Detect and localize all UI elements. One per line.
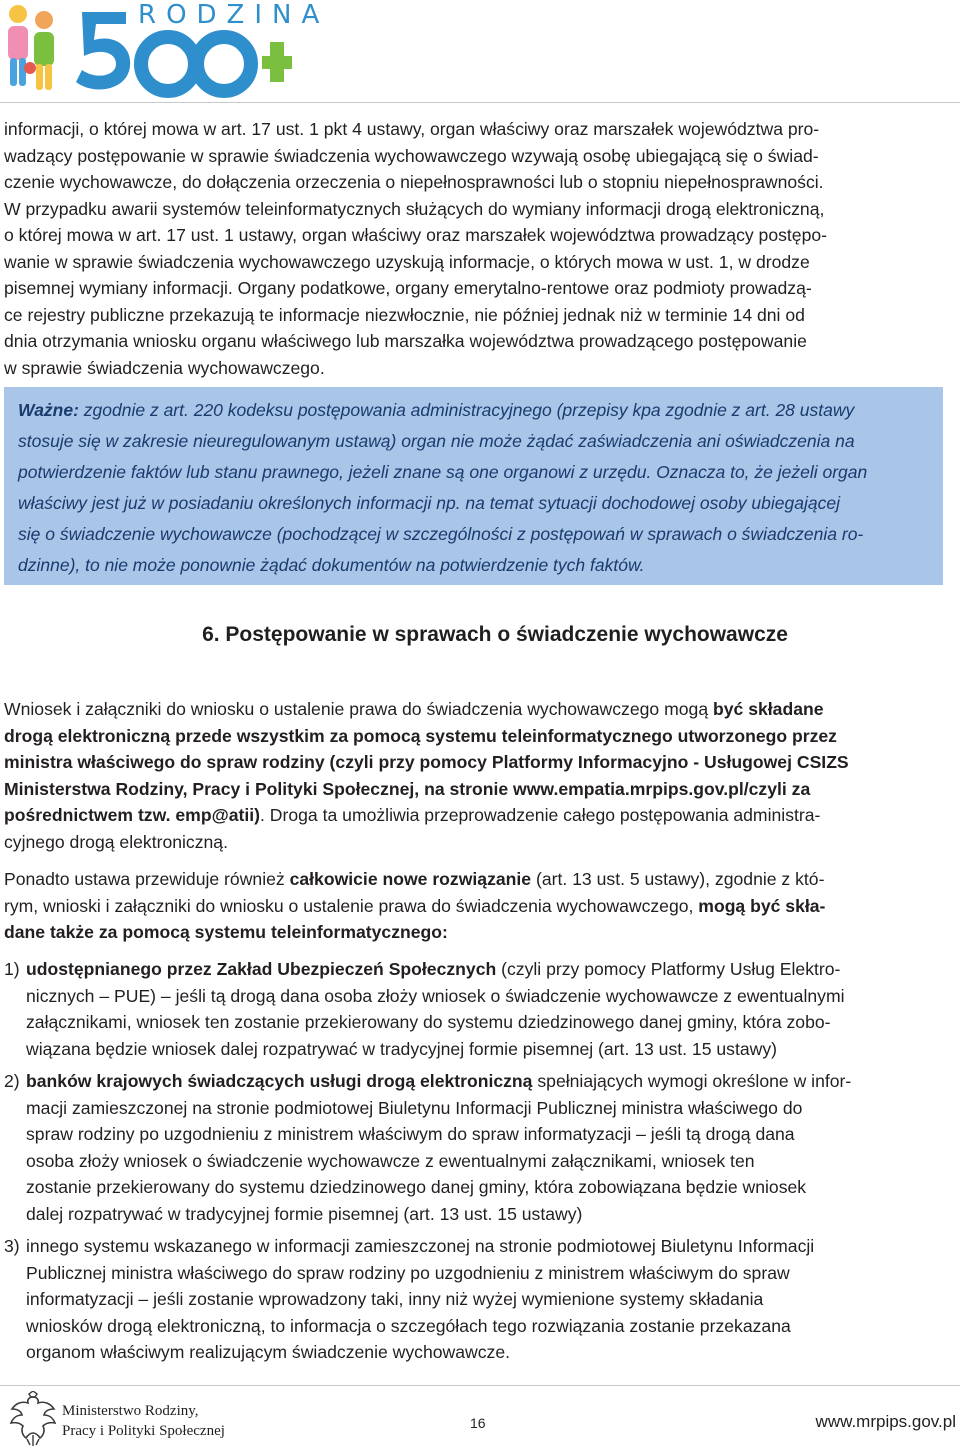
text-line: Publicznej ministra właściwego do spraw rodziny po uzgodnieniu z ministrem właściwym do spraw <box>26 1262 790 1283</box>
text-span: Wniosek i załączniki do wniosku o ustalenie prawa do świadczenia wychowawczego mogą <box>4 699 713 719</box>
text-line: cyjnego drogą elektroniczną. <box>4 831 228 852</box>
text-line <box>4 696 940 723</box>
list-item-1 <box>4 956 944 1062</box>
text-line: czenie wychowawcze, do dołączenia orzeczenia o niepełnosprawności lub o stopniu niepełnosprawności. <box>4 172 824 192</box>
text-line <box>4 866 940 893</box>
text-line: wniosków drogą elektroniczną, to informacja o szczegółach tego rozwiązania zostanie przekazana <box>26 1315 791 1336</box>
text-line <box>4 893 940 920</box>
list-item <box>4 956 944 1062</box>
text-line <box>4 802 940 829</box>
text-line: dnia otrzymania wniosku organu właściwego lub marszałka województwa prowadzącego postępowanie <box>4 331 807 351</box>
text-line: wanie w sprawie świadczenia wychowawczego uzyskują informacje, o których mowa w ust. 1, w drodze <box>4 251 810 272</box>
intro-paragraph <box>4 116 956 381</box>
note-line: właściwy jest już w posiadaniu określonych informacji np. na temat sytuacji dochodowej osoby ubiegającej <box>18 493 840 513</box>
ministry-line-1: Ministerstwo Rodziny, <box>62 1403 199 1419</box>
bold-text: drogą elektroniczną przede wszystkim za pomocą systemu teleinformatycznego utworzonego przez <box>4 725 837 746</box>
text-line: informacji, o której mowa w art. 17 ust. 1 pkt 4 ustawy, organ właściwy oraz marszałek województwa pro- <box>4 119 820 139</box>
note-text: zgodnie z art. 220 kodeksu postępowania administracyjnego (przepisy kpa zgodnie z art. 28 ustawy <box>78 400 855 420</box>
list-item <box>4 1068 944 1227</box>
note-line <box>18 395 929 426</box>
text-span: (czyli przy pomocy Platformy Usług Elektro- <box>496 959 841 979</box>
text-line: W przypadku awarii systemów teleinformatycznych służących do wymiany informacji drogą elektroniczną, <box>4 198 825 219</box>
text-line <box>4 749 940 776</box>
text-line: ce rejestry publiczne przekazują te informacje niezwłocznie, nie później jednak niż w terminie 14 dni od <box>4 304 805 325</box>
website-link[interactable]: www.mrpips.gov.pl <box>815 1412 956 1431</box>
logo-word: RODZINA <box>138 0 330 30</box>
text-line: osoba złoży wniosek o świadczenie wychowawcze z ewentualnymi załącznikami, wniosek ten <box>26 1150 755 1171</box>
list-number: 3) <box>4 1236 20 1256</box>
header-divider <box>0 102 960 103</box>
text-line: nicznych – PUE) – jeśli tą drogą dana osoba złoży wniosek o świadczenie wychowawcze z ewentualnymi <box>26 985 845 1006</box>
text-line: o której mowa w art. 17 ust. 1 ustawy, organ właściwy oraz marszałek województwa prowadzący postępo- <box>4 225 828 245</box>
bold-text: udostępnianego przez Zakład Ubezpieczeń Społecznych <box>26 959 497 979</box>
text-span: rym, wnioski i załączniki do wniosku o ustalenie prawa do świadczenia wychowawczego, <box>4 895 699 916</box>
text-line: dalej rozpatrywać w tradycyjnej formie pisemnej (art. 13 ust. 15 ustawy) <box>26 1203 583 1224</box>
bold-text: banków krajowych świadczących usługi drogą elektroniczną <box>26 1071 533 1091</box>
text-line: pisemnej wymiany informacji. Organy podatkowe, organy emerytalno-rentowe oraz podmioty prowadzą- <box>4 278 812 298</box>
family-logo-icon <box>2 0 66 100</box>
note-line: się o świadczenie wychowawcze (pochodzącej w szczególności z postępowań w sprawach o świadczenia ro- <box>18 524 864 544</box>
text-line: załącznikami, wniosek ten zostanie przekierowany do systemu dziedzinowego danej gminy, która zobo- <box>26 1012 831 1032</box>
bold-text: być składane <box>713 699 824 719</box>
text-line: w sprawie świadczenia wychowawczego. <box>4 357 325 378</box>
list-number: 1) <box>4 959 20 979</box>
text-span: Ponadto ustawa przewiduje również <box>4 869 290 889</box>
bold-text: całkowicie nowe rozwiązanie <box>289 869 532 889</box>
bold-text: Ministerstwa Rodziny, Pracy i Polityki Społecznej, na stronie www.empatia.mrpips.gov.pl/czyli za <box>4 778 811 799</box>
new-solution-paragraph <box>4 866 940 946</box>
list-item-2 <box>4 1068 944 1227</box>
text-line <box>4 776 940 803</box>
page-header <box>0 0 960 105</box>
ministry-name <box>62 1401 225 1441</box>
bold-text: pośrednictwem tzw. emp@atii) <box>4 805 261 825</box>
polish-eagle-emblem-icon <box>8 1391 58 1447</box>
text-line: wiązana będzie wniosek dalej rozpatrywać w tradycyjnej formie pisemnej (art. 13 ust. 15 ustawy) <box>26 1038 777 1059</box>
text-span: . Droga ta umożliwia przeprowadzenie całego postępowania administra- <box>260 805 821 825</box>
online-application-paragraph <box>4 696 940 855</box>
text-span: spełniających wymogi określone w infor- <box>532 1071 852 1091</box>
list-item <box>4 1233 944 1366</box>
text-line <box>4 919 940 946</box>
note-line: potwierdzenie faktów lub stanu prawnego, jeżeli znane są one organowi z urzędu. Oznacza to, że jeżeli organ <box>18 462 868 482</box>
text-line <box>26 956 944 983</box>
text-line: innego systemu wskazanego w informacji zamieszczonej na stronie podmiotowej Biuletynu Informacji <box>26 1236 815 1256</box>
note-line: stosuje się w zakresie nieuregulowanym ustawą) organ nie może żądać zaświadczenia ani oświadczenia na <box>18 431 855 451</box>
text-line: spraw rodziny po uzgodnieniu z ministrem właściwym do spraw informatyzacji – jeśli tą drogą dana <box>26 1124 795 1144</box>
list-item-3 <box>4 1233 944 1366</box>
note-line: dzinne), to nie może ponownie żądać dokumentów na potwierdzenie tych faktów. <box>18 555 645 575</box>
bold-text: dane także za pomocą systemu teleinformatycznego: <box>4 922 448 942</box>
list-number: 2) <box>4 1071 20 1091</box>
important-note-box <box>4 387 943 585</box>
page-number: 16 <box>470 1415 486 1431</box>
text-line <box>4 723 940 750</box>
bold-text: ministra właściwego do spraw rodziny (czyli przy pomocy Platformy Informacyjno - Usługowej CSIZS <box>4 752 849 772</box>
footer-divider <box>0 1385 960 1386</box>
text-line <box>26 1068 944 1095</box>
important-label: Ważne: <box>18 400 79 420</box>
ministry-line-2: Pracy i Polityki Społecznej <box>62 1423 225 1439</box>
text-line: informatyzacji – jeśli zostanie wprowadzony taki, inny niż wyżej wymienione systemy składania <box>26 1289 764 1309</box>
text-line: wadzący postępowanie w sprawie świadczenia wychowawczego wzywają osobę ubiegającą się o świad- <box>4 145 819 166</box>
section-heading: 6. Postępowanie w sprawach o świadczenie wychowawcze <box>202 623 788 646</box>
page-footer <box>0 1385 960 1450</box>
text-line: organom właściwym realizującym świadczenie wychowawcze. <box>26 1342 510 1362</box>
bold-text: mogą być skła- <box>698 895 826 916</box>
text-line: zostanie przekierowany do systemu dziedzinowego danej gminy, która zobowiązana będzie wniosek <box>26 1177 807 1197</box>
text-span: (art. 13 ust. 5 ustawy), zgodnie z któ- <box>531 869 825 889</box>
text-line: macji zamieszczonej na stronie podmiotowej Biuletynu Informacji Publicznej ministra właściwego do <box>26 1097 803 1118</box>
